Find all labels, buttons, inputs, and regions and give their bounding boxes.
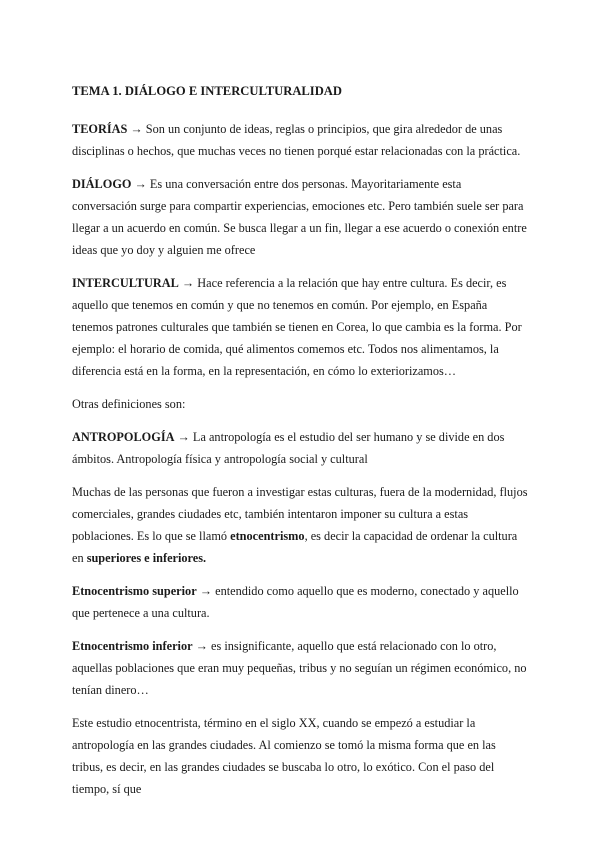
paragraph-antropologia: [72, 426, 528, 470]
term-etnocentrismo-inferior: Etnocentrismo inferior: [72, 639, 193, 653]
paragraph-etnocentrismo-superior: [72, 580, 528, 624]
definition-antropologia: → La antropología es el estudio del ser humano y se divide en dos ámbitos. Antropología física y antropología social y cultural: [72, 430, 505, 466]
paragraph-dialogo: [72, 173, 528, 261]
paragraph-teorias: [72, 118, 528, 162]
term-teorias: TEORÍAS: [72, 122, 128, 136]
definition-dialogo: → Es una conversación entre dos personas. Mayoritariamente esta conversación surge para compartir experiencias, emociones etc. Pero también suele ser para llegar a un acuerdo en común. Se busca llegar a un fin, llegar a ese acuerdo o conexión entre ideas que yo doy y alguien me ofrece: [72, 177, 527, 257]
etnocentrismo-intro-text-1: Muchas de las personas que fueron a investigar estas culturas, fuera de la modernidad, flujos comerciales, grandes ciudades etc, también intentaron imponer su cultura a estas poblaciones. Es lo que se llamó: [72, 485, 528, 543]
definition-etnocentrismo-superior: → entendido como aquello que es moderno, conectado y aquello que pertenece a una cultura.: [72, 584, 519, 620]
paragraph-etnocentrismo-inferior: [72, 635, 528, 701]
term-intercultural: INTERCULTURAL: [72, 276, 179, 290]
paragraph-estudio-etnocentrista: Este estudio etnocentrista, término en el siglo XX, cuando se empezó a estudiar la antropología en las grandes ciudades. Al comienzo se tomó la misma forma que en las tribus, es decir, en las grandes ciudades se buscaba lo otro, lo exótico. Con el paso del tiempo, sí que: [72, 716, 496, 796]
term-etnocentrismo-superior: Etnocentrismo superior: [72, 584, 197, 598]
etnocentrismo-emphasis: etnocentrismo: [230, 529, 305, 543]
paragraph-intercultural: [72, 272, 528, 382]
definition-etnocentrismo-inferior: → es insignificante, aquello que está relacionado con lo otro, aquellas poblaciones que eran muy pequeñas, tribus y no seguían un régimen económico, no tenían dinero…: [72, 639, 527, 697]
definition-intercultural: → Hace referencia a la relación que hay entre cultura. Es decir, es aquello que tenemos en común y que no tenemos en común. Por ejemplo, en España tenemos patrones culturales que también se tienen en Corea, lo que cambia es la forma. Por ejemplo: el horario de comida, qué alimentos comemos etc. Todos nos alimentamos, la diferencia está en la forma, en la representación, en cómo lo exteriorizamos…: [72, 276, 522, 378]
term-antropologia: ANTROPOLOGÍA: [72, 430, 175, 444]
etnocentrismo-intro-text-2: , es decir la capacidad de ordenar la cultura en: [72, 529, 518, 565]
paragraph-otras-definiciones: Otras definiciones son:: [72, 397, 186, 411]
definition-teorias: → Son un conjunto de ideas, reglas o principios, que gira alrededor de unas disciplinas o hechos, que muchas veces no tienen porqué estar relacionadas con la práctica.: [72, 122, 521, 158]
paragraph-etnocentrismo-intro: [72, 481, 528, 569]
document-page: [72, 80, 528, 811]
term-dialogo: DIÁLOGO: [72, 177, 132, 191]
document-title: TEMA 1. DIÁLOGO E INTERCULTURALIDAD: [72, 84, 342, 98]
superiores-inferiores-emphasis: superiores e inferiores.: [86, 551, 207, 565]
